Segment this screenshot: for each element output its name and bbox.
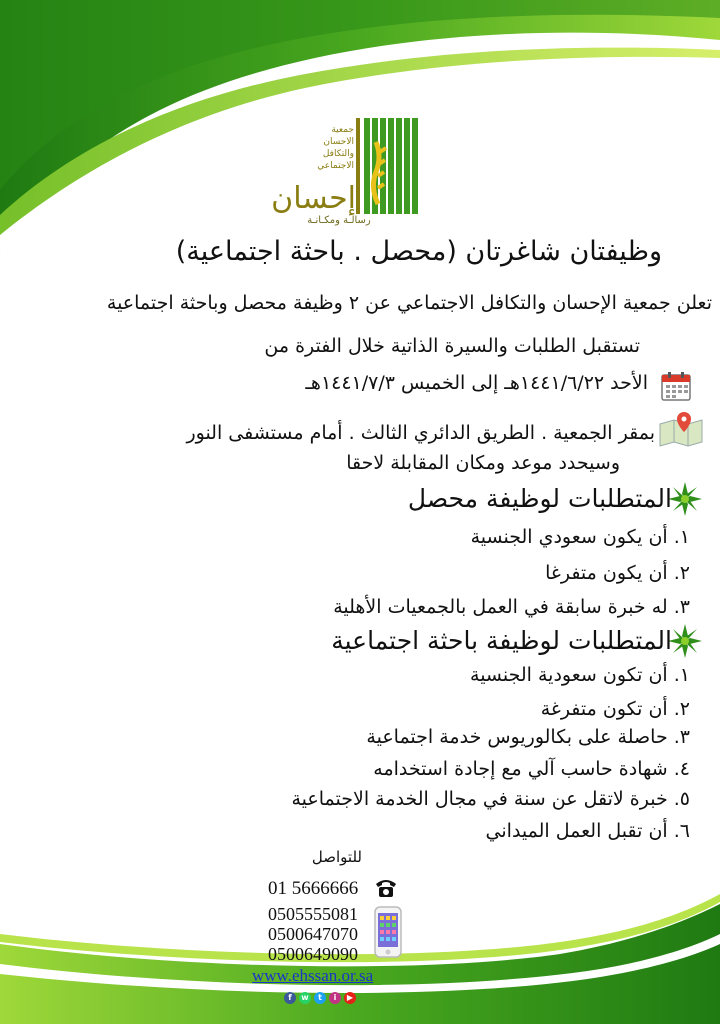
social-icons xyxy=(284,992,356,1004)
logo-line-3: والتكافل xyxy=(322,149,354,159)
logo-line-1: جمعية xyxy=(331,125,354,135)
mobile-number-3: 0500649090 xyxy=(268,944,358,964)
logo-bars xyxy=(364,118,418,214)
logo-tagline: رسالـة ومكـانـة xyxy=(307,215,371,226)
map-location-icon xyxy=(656,410,706,446)
facebook-icon[interactable]: f xyxy=(284,992,296,1004)
bottom-green-swoosh xyxy=(0,894,720,1024)
landline-phone: 01 5666666 xyxy=(268,878,359,899)
collector-requirement-2: ٢. أن يكون متفرغا xyxy=(545,562,690,584)
green-star-bullet-icon xyxy=(668,482,702,516)
whatsapp-icon[interactable]: w xyxy=(299,992,311,1004)
researcher-requirement-5: ٥. خبرة لاتقل عن سنة في مجال الخدمة الاجتماعية xyxy=(291,788,690,810)
instagram-icon[interactable]: i xyxy=(329,992,341,1004)
mobile-number-2: 0500647070 xyxy=(268,924,358,944)
logo-big-word: إحسان xyxy=(271,181,356,216)
collector-requirements-heading: المتطلبات لوظيفة محصل xyxy=(407,484,672,513)
location-line: بمقر الجمعية . الطريق الدائري الثالث . أمام مستشفى النور xyxy=(186,422,655,444)
date-range: الأحد ١٤٤١/٦/٢٢هـ إلى الخميس ١٤٤١/٧/٣هـ xyxy=(305,372,648,394)
website-link[interactable]: www.ehssan.or.sa xyxy=(252,966,374,985)
logo-line-4: الاجتماعي xyxy=(317,161,354,171)
collector-requirement-1: ١. أن يكون سعودي الجنسية xyxy=(470,526,690,548)
researcher-requirement-3: ٣. حاصلة على بكالوريوس خدمة اجتماعية xyxy=(366,726,690,748)
researcher-requirement-1: ١. أن تكون سعودية الجنسية xyxy=(470,664,690,686)
mobile-numbers xyxy=(268,904,358,964)
ehsan-logo xyxy=(271,112,420,232)
page-title: وظيفتان شاغرتان (محصل . باحثة اجتماعية) xyxy=(175,236,662,267)
mobile-number-1: 0505555081 xyxy=(268,904,358,924)
logo-line-2: الاحسان xyxy=(323,137,354,147)
intro-line-2: تستقبل الطلبات والسيرة الذاتية خلال الفترة من xyxy=(264,335,640,357)
calendar-icon xyxy=(660,370,692,402)
youtube-icon[interactable]: ▶ xyxy=(344,992,356,1004)
researcher-requirement-2: ٢. أن تكون متفرغة xyxy=(540,698,690,720)
contact-title: للتواصل xyxy=(311,848,362,866)
researcher-requirements-heading: المتطلبات لوظيفة باحثة اجتماعية xyxy=(331,626,672,655)
collector-requirement-3: ٣. له خبرة سابقة في العمل بالجمعيات الأهلية xyxy=(333,596,690,618)
green-star-bullet-icon xyxy=(668,624,702,658)
interview-line: وسيحدد موعد ومكان المقابلة لاحقا xyxy=(346,452,620,474)
researcher-requirement-6: ٦. أن تقبل العمل الميداني xyxy=(485,820,690,842)
intro-line-1: تعلن جمعية الإحسان والتكافل الاجتماعي عن ٢ وظيفة محصل وباحثة اجتماعية xyxy=(106,292,712,314)
telephone-icon xyxy=(374,878,398,898)
mobile-phone-icon xyxy=(374,906,402,958)
researcher-requirement-4: ٤. شهادة حاسب آلي مع إجادة استخدامه xyxy=(373,758,690,780)
twitter-icon[interactable]: t xyxy=(314,992,326,1004)
